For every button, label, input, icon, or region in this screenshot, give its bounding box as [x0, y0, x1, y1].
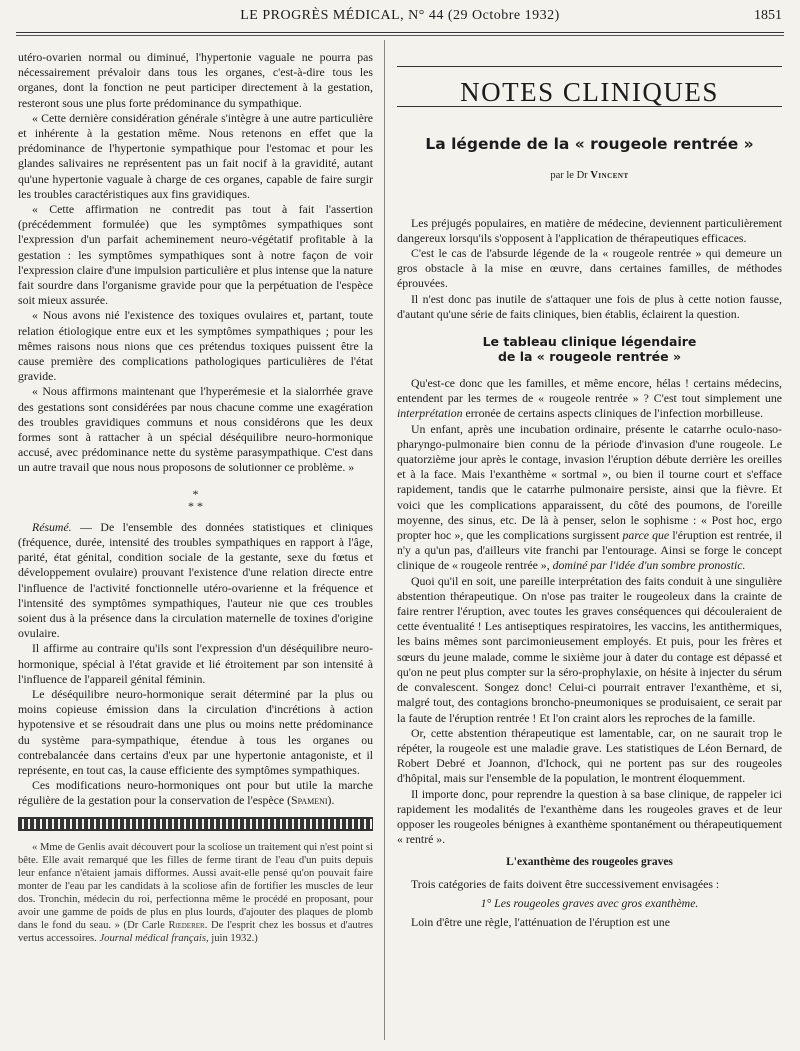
paragraph: Le déséquilibre neuro-hormonique serait déterminé par la plus ou moins copieuse émission dans la circulation d'incrétions à action hypotensive et se résoudrait dans une plus ou moins nette prédominance du système para-sympathique, étendue à tous les organes ou contrebalancée dans certains d'eux par une hypertonie antagoniste, et il représente, en tout cas, la cause efficiente des symptômes sympathiques.	[18, 686, 373, 777]
separator-stars: * *	[188, 498, 203, 513]
article-title: La légende de la « rougeole rentrée »	[425, 135, 754, 154]
separator-star-top: *	[192, 486, 199, 501]
paragraph: C'est le cas de l'absurde légende de la « rougeole rentrée » qui demeure un gros obstacle à la mise en œuvre, dans certaines familles, de méthodes éprouvées.	[397, 246, 782, 291]
paragraph-text-mid: l'éruption est rentrée, il n'y a qu'un pas, d'ailleurs vite franchi par l'entourage. Ainsi se forge le concept clinique de « rougeole rentrée »,	[397, 528, 782, 573]
paragraph: Il importe donc, pour reprendre la question à sa base clinique, de rappeler ici rapidement les modalités de l'exanthème dans les rougeoles graves et de leur opposer les rougeoles bénignes à exanthème spontanément ou thérapeutiquement « rentré ».	[397, 786, 782, 847]
decorative-band	[18, 817, 373, 831]
paragraph: « Cette affirmation ne contredit pas tout à fait l'assertion (précédemment formulée) que les symptômes sympathiques sont l'expression d'un parfait acheminement neuro-végétatif profitable à la gestation : les symptômes sympathiques sont à notre façon de voir l'expression claire d'une impulsion particulière et plus intense que la nature fait sourdre dans l'organisme gravide pour que la perpétuation de l'espèce soit mieux assurée.	[18, 202, 373, 308]
footnote-text-2: . De l'esprit chez les bossus et d'autres vertus accessoires.	[18, 919, 373, 944]
paragraph-text-end: erronée de certains aspects cliniques de l'infection morbilleuse.	[462, 406, 764, 421]
subheading-line-1: Le tableau clinique légendaire	[482, 334, 697, 350]
paragraph: Les préjugés populaires, en matière de médecine, deviennent particulièrement dangereux lorsqu'ils s'opposent à l'application de thérapeutiques efficaces.	[397, 215, 782, 245]
left-column	[18, 50, 373, 945]
italic-text-end: dominé par l'idée d'un sombre pronostic.	[552, 558, 746, 573]
section-title: NOTES CLINIQUES	[460, 77, 719, 107]
paragraph	[18, 778, 373, 808]
paragraph: Trois catégories de faits doivent être successivement envisagées :	[411, 876, 720, 891]
summary-label: Résumé.	[32, 519, 72, 534]
summary-paragraph	[18, 520, 373, 642]
footnote-text-3: , juin 1932.)	[206, 932, 258, 944]
paragraph	[397, 422, 782, 574]
summary-text: — De l'ensemble des données statistiques et cliniques (fréquence, durée, intensité des troubles sympathiques en rapport à l'âge, parité, état génital, condition sociale de la gestante, sexe du fœtus et développement ovulaire) prouvant l'existence d'une relation directe entre l'influence de l'activité fonctionnelle utéro-ovarienne et la fréquence et l'intensité des symptômes sympathiques, l'auteur nie que ces troubles soient dus à la présence dans la circulation maternelle de toxines d'origine ovulaire.	[18, 519, 373, 641]
paragraph-text: Un enfant, après une incubation ordinaire, présente le catarrhe oculo-naso-pharyngo-pulmonaire bien connu de la période d'invasion d'une rougeole. Le quatorzième jour après le contage, invasion l'éruption débute derrière les oreilles et à la face. Mais l'exanthème « sortmal », ou bien il tourne court et s'efface rapidement, tandis que le catarrhe pulmonaire persiste, ainsi que la fièvre. Et voici que les complications apparaissent, du côté des poumons, de l'oreille moyenne, des sinus, etc. De là à penser, selon le sophisme : « Post hoc, ergo propter hoc », que les complications surgissent	[397, 421, 782, 543]
paragraph: « Nous avons nié l'existence des toxiques ovulaires et, partant, toute relation étiologique entre eux et les symptômes sympathiques ; pour les mêmes raisons nous nions que ces prétendus toxiques puissent être la cause première des complications pathologiques particulières de l'état gravide.	[18, 308, 373, 384]
paragraph	[397, 376, 782, 422]
byline	[397, 168, 782, 183]
author-name: Vincent	[590, 170, 629, 182]
column-divider	[384, 40, 385, 1040]
numbered-item: 1° Les rougeoles graves avec gros exanthème.	[480, 895, 699, 910]
subheading	[397, 334, 782, 364]
right-column	[397, 50, 782, 930]
italic-text: interprétation	[397, 406, 463, 421]
paragraph: « Nous affirmons maintenant que l'hyperémesie et la sialorrhée grave des gestations sont considérées par nous chacune comme une exagération des troubles gravidiques communs et nous considérons que les deux formes sont à rattacher à un spécial déséquilibre neuro-hormonique accusé, avec prédominance nette du système parasympathique. C'est dans un autre travail que nous nous proposons de solutionner ce problème. »	[18, 384, 373, 475]
paragraph: Loin d'être une règle, l'atténuation de l'éruption est une	[411, 914, 670, 929]
paragraph-text: Qu'est-ce donc que les familles, et même encore, hélas ! certains médecins, entendent par les termes de « rougeole rentrée » ? C'est tout simplement une	[397, 376, 782, 406]
paragraph-text: Ces modifications neuro-hormoniques ont pour but utile la marche régulière de la gestation pour la conservation de l'espèce (	[18, 778, 373, 808]
author-name: Spameni	[291, 793, 328, 808]
page-number: 1851	[754, 8, 782, 23]
paragraph: Quoi qu'il en soit, une pareille interprétation des faits conduit à une singulière abstention thérapeutique. On n'ose pas traiter le rougeoleux dans la crainte de faire rentrer l'éruption, avec toutes les graves conséquences qui découleraient de cette éventualité ! Les antiseptiques respiratoires, les vaccins, les antithermiques, les bains mêmes sont parcimonieusement employés. Et puis, pour les frères et sœurs du jeune malade, comme le sixième jour à dater du contage est dépassé et qu'on ne peut plus compter sur la séro-prophylaxie, on hésite à injecter du sérum de convalescent. Songez donc! Celui-ci pourrait entraver l'exanthème, et si, malgré tout, des contagions broncho-pneumoniques se produisaient, ce serait par la faute de l'éruption rentrée ! Et l'on craint alors les reproches de la famille.	[397, 573, 782, 725]
page-header	[18, 8, 782, 28]
header-rule-secondary	[16, 35, 784, 36]
subheading-line-2: de la « rougeole rentrée »	[497, 349, 682, 365]
journal-title: LE PROGRÈS MÉDICAL, N° 44 (29 Octobre 1932)	[240, 8, 560, 23]
paragraph: Or, cette abstention thérapeutique est lamentable, car, on ne saurait trop le répéter, la rougeole est une maladie grave. Les statistiques de Léon Bernard, de Robert Debré et Joannon, d'Ichock, qui ne portent pas sur des rougeoles d'hôpital, mais sur l'ensemble de la population, le montrent éloquemment.	[397, 725, 782, 786]
paragraph-text-end: ).	[327, 793, 335, 808]
italic-text: parce que	[622, 528, 670, 543]
section-separator	[18, 488, 373, 512]
header-rule	[16, 32, 784, 33]
byline-prefix: par le Dr	[550, 170, 591, 182]
footnote-journal: Journal médical français	[99, 932, 206, 944]
footnote-text: « Mme de Genlis avait découvert pour la scoliose un traitement qui n'est point si bête. Elle avait remarqué que les filles de ferme tirant de l'eau d'un puits depuis leur enfance n'étaient jamais difformes. Aussi avait-elle pensé qu'on pouvait faire monter de l'eau par les candidats à la scoliose afin de fortifier les muscles de leur dos. Tronchin, médecin du roi, perfectionna même le procédé en proposant, pour avoir une gamme de poids de plus en plus lourds, d'ajouter des plaques de plomb dans le fond du seau. » (Dr Carle	[18, 841, 373, 931]
paragraph: « Cette dernière considération générale s'intègre à une autre particulière et inhérente à la gestation même. Nous retenons en effet que la prédominance de l'hypertonie sympathique pour l'estomac et pour les glandes salivaires ne représentent pas un fait nocif à la gravidité, autant qu'une hypertonie vaguale à charge de ces organes, capable de faire surgir les troubles caractéristiques aux fins gravidiques.	[18, 110, 373, 201]
paragraph: utéro-ovarien normal ou diminué, l'hypertonie vaguale ne pourra pas nécessairement prévaloir dans tous les organes, c'est-à-dire tous les organes, dont la fonction ne peut participer directement à la gestation, resteront sous une plus forte prédominance du sympathique.	[18, 50, 373, 110]
footnote	[18, 841, 373, 945]
footnote-author: Rœderer	[168, 919, 205, 931]
section-rule-top	[397, 66, 782, 67]
subheading-small: L'exanthème des rougeoles graves	[506, 856, 673, 869]
paragraph: Il n'est donc pas inutile de s'attaquer une fois de plus à cette notion fausse, d'autant qu'une série de faits cliniques, bien établis, éclairent la question.	[397, 291, 782, 321]
paragraph: Il affirme au contraire qu'ils sont l'expression d'un déséquilibre neuro-hormonique, spécial à l'état gravide et lié étroitement par son intensité à l'influence de l'appareil génital féminin.	[18, 641, 373, 686]
